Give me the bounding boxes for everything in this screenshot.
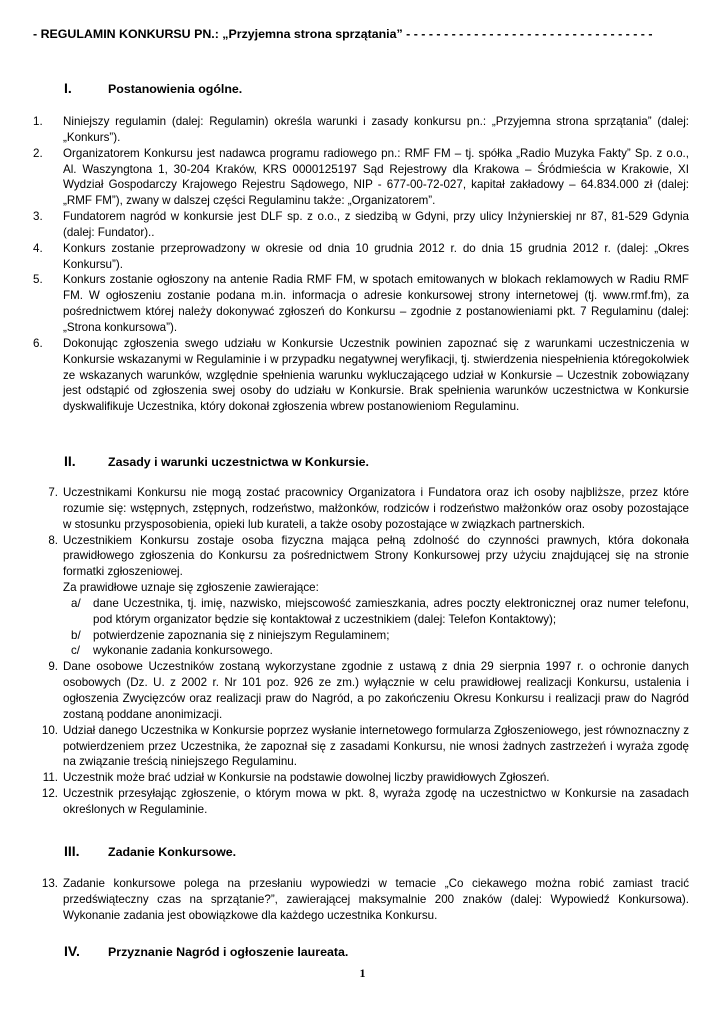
list-item xyxy=(33,336,689,415)
sub-item xyxy=(71,596,689,628)
list-item xyxy=(33,272,689,335)
sub-item-text: dane Uczestnika, tj. imię, nazwisko, miejscowość zamieszkania, adres poczty elektronicznej oraz numer telefonu, pod którym organizator będzie się kontaktował z uczestnikiem (dalej: Telefon Kontaktowy); xyxy=(93,596,689,626)
item-text: Fundatorem nagród w konkursie jest DLF sp. z o.o., z siedzibą w Gdyni, przy ulicy Inżynierskiej nr 87, 81-529 Gdynia (dalej: Fundator).. xyxy=(63,210,689,239)
item-number: 9. xyxy=(48,660,58,674)
item-text: Uczestnikami Konkursu nie mogą zostać pracownicy Organizatora i Fundatora oraz ich osoby najbliższe, przez które rozumie się: wstępnych, zstępnych, rodzeństwo, małżonków, rodziców i rodzeństwo małżonków oraz osoby pozostające w stosunku przysposobienia, opieki lub kurateli, a także osoby pozostające w związkach partnerskich. xyxy=(63,486,689,531)
list-item xyxy=(33,209,689,241)
page-number: 1 xyxy=(359,966,366,980)
section-heading xyxy=(64,843,236,860)
section-3-list xyxy=(33,876,689,924)
item-text: Dane osobowe Uczestników zostaną wykorzystane zgodnie z ustawą z dnia 29 sierpnia 1997 r. o ochronie danych osobowych (Dz. U. z 2002 r. Nr 101 poz. 926 ze zm.) wyłącznie w celu prawidłowej realizacji Konkursu, ustalenia i ogłoszenia Zwycięzców oraz realizacji praw do Nagród, a po zakończeniu Okresu Konkursu i realizacji praw do Nagród zostaną poddane anonimizacji. xyxy=(63,660,689,721)
section-heading xyxy=(64,453,369,470)
sub-item-letter: c/ xyxy=(71,644,81,658)
item-text: Dokonując zgłoszenia swego udziału w Konkursie Uczestnik powinien zapoznać się z warunkami uczestniczenia w Konkursie wskazanymi w Regulaminie i w przypadku negatywnej weryfikacji, tj. stwierdzenia niespełnienia któregokolwiek ze wskazanych warunków, względnie spełnienia warunku wykluczającego udział w Konkursie – Uczestnik zobowiązany jest odstąpić od zgłoszenia swej osoby do udziału w Konkursie. Brak spełnienia warunków uczestnictwa w Konkursie dyskwalifikuje Uczestnika, który dokonał zgłoszenia wbrew postanowieniom Regulaminu. xyxy=(63,336,689,414)
section-1-list xyxy=(33,114,689,415)
sub-item-letter: b/ xyxy=(71,628,81,642)
item-text: Zadanie konkursowe polega na przesłaniu wypowiedzi w temacie „Co ciekawego można robić zamiast tracić przedświąteczny czas na sprzątanie?”, zawierającej maksymalnie 200 znaków (dalej: Wypowiedź Konkursowa). Wykonanie zadania jest obowiązkowe dla każdego uczestnika Konkursu. xyxy=(63,877,689,922)
section-heading xyxy=(64,80,242,97)
item-number: 6. xyxy=(33,336,43,350)
item-number: 7. xyxy=(48,486,58,499)
item-number: 4. xyxy=(33,241,43,255)
section-heading xyxy=(64,943,348,960)
list-item xyxy=(33,786,689,818)
item-number: 3. xyxy=(33,210,43,224)
item-text: Konkurs zostanie ogłoszony na antenie Radia RMF FM, w spotach emitowanych w blokach reklamowych w Radiu RMF FM. W ogłoszeniu zostanie podana m.in. informacja o adresie konkursowej strony internetowej (tj. www.rmf.fm), za pośrednictwem której należy dokonywać zgłoszeń do Konkursu – zgodnie z postanowieniami pkt. 7 Regulaminu (dalej: „Strona konkursowa”). xyxy=(63,273,689,334)
list-item xyxy=(33,876,689,924)
sub-intro: Za prawidłowe uznaje się zgłoszenie zawierające: xyxy=(63,581,319,595)
item-number: 8. xyxy=(48,533,58,547)
list-item xyxy=(33,485,689,533)
item-number: 2. xyxy=(33,146,43,160)
sub-item-text: potwierdzenie zapoznania się z niniejszym Regulaminem; xyxy=(93,628,390,642)
list-item xyxy=(33,114,689,146)
section-2-list xyxy=(33,485,689,818)
item-number: 11. xyxy=(42,771,58,785)
item-text: Organizatorem Konkursu jest nadawca programu radiowego pn.: RMF FM – tj. spółka „Radio Muzyka Fakty” Sp. z o.o., Al. Waszyngtona 1, 30-204 Kraków, KRS 0000125197 Sąd Rejestrowy dla Krakowa – Śródmieścia w Krakowie, XI Wydział Gospodarczy Krajowego Rejestru Sądowego, NIP - 677-00-72-027, kapitał zakładowy – 64.834.000 zł (dalej: „RMF FM”), zwany w dalszej części Regulaminu także: „Organizatorem”. xyxy=(63,146,689,208)
sub-item-text: wykonanie zadania konkursowego. xyxy=(93,644,273,658)
list-item xyxy=(33,533,689,660)
item-text: Konkurs zostanie przeprowadzony w okresie od dnia 10 grudnia 2012 r. do dnia 15 grudnia 2012 r. (dalej: „Okres Konkursu”). xyxy=(63,241,689,271)
item-number: 10. xyxy=(41,723,58,737)
item-number: 12. xyxy=(41,787,58,801)
sub-item xyxy=(71,643,689,659)
document-title: - REGULAMIN KONKURSU PN.: „Przyjemna strona sprzątania” - - - - - - - - - - - - - - - - - - - - - - - - - - - - - - - - - xyxy=(33,27,653,41)
item-text: Udział danego Uczestnika w Konkursie poprzez wysłanie internetowego formularza Zgłoszeniowego, jest równoznaczny z potwierdzeniem przez Uczestnika, że zapoznał się z zasadami Konkursu, nie wnosi żadnych zastrzeżeń i wyraża zgodę na związanie treścią niniejszego Regulaminu. xyxy=(63,723,689,769)
section-title: Zadanie Konkursowe. xyxy=(108,845,237,859)
list-item xyxy=(33,723,689,771)
list-item xyxy=(33,241,689,273)
list-item xyxy=(33,146,689,209)
item-text: Uczestnik może brać udział w Konkursie na podstawie dowolnej liczby prawidłowych Zgłoszeń. xyxy=(63,771,550,785)
item-number: 1. xyxy=(33,115,43,128)
item-text: Niniejszy regulamin (dalej: Regulamin) określa warunki i zasady konkursu pn.: „Przyjemna strona sprzątania” (dalej: „Konkurs”). xyxy=(63,115,689,144)
section-title: Zasady i warunki uczestnictwa w Konkursie. xyxy=(108,455,369,469)
sub-item xyxy=(71,628,689,644)
sub-item-letter: a/ xyxy=(71,596,81,610)
list-item xyxy=(33,659,689,722)
section-title: Postanowienia ogólne. xyxy=(108,82,243,96)
section-title: Przyznanie Nagród i ogłoszenie laureata. xyxy=(108,945,349,959)
item-number: 5. xyxy=(33,273,43,287)
section-number: III. xyxy=(64,843,80,859)
item-text: Uczestnikiem Konkursu zostaje osoba fizyczna mająca pełną zdolność do czynności prawnych, która dokonała prawidłowego zgłoszenia do Konkursu za pośrednictwem Strony Konkursowej przy użyciu znajdującej się na stronie formatki zgłoszeniowej. xyxy=(63,533,689,579)
item-number: 13. xyxy=(41,877,58,890)
section-number: I. xyxy=(64,80,72,96)
list-item xyxy=(33,770,689,786)
item-text: Uczestnik przesyłając zgłoszenie, o którym mowa w pkt. 8, wyraża zgodę na uczestnictwo w Konkursie na zasadach określonych w Regulaminie. xyxy=(63,787,689,816)
section-number: IV. xyxy=(64,943,80,959)
section-number: II. xyxy=(64,453,76,469)
